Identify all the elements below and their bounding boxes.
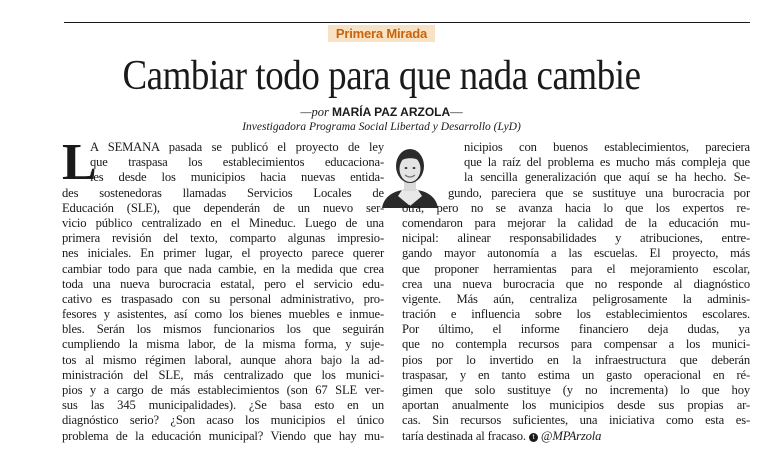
byline-prefix: —por [300,105,329,119]
text-line: aportan anualmente los municipios desde sus propias ar- [402,398,750,413]
text-line: vicio público centralizado en el Mineduc. Luego de una [62,215,384,230]
text-line: que proponer herramientas para el mejoramiento escolar, [402,261,750,276]
text-line: toda una nueva burocracia estatal, pero el servicio edu- [62,276,384,291]
text-line: bles. Serán los mismos funcionarios los que seguirán [62,322,384,337]
text-line: sus las 345 municipalidades). ¿Se basa esto en un [62,398,384,413]
text-line: gando mayor autonomía a las escuelas. El proyecto, más [402,246,750,261]
author-affiliation: Investigadora Programa Social Libertad y Desarrollo (LyD) [242,121,521,133]
text-line: que la raíz del problema es mucho más compleja que [464,155,750,170]
text-line: tración e influencia sobre los establecimientos escolares. [402,307,750,322]
text-line: gundo, pareciera que se sustituye una burocracia por [448,185,750,200]
text-line: taría destinada al fracaso. [402,428,526,443]
text-line: cas. Sin recursos suficientes, una iniciativa como esta es- [402,413,750,428]
twitter-icon: t [529,433,538,442]
byline [0,105,763,120]
section-label: Primera Mirada [0,26,763,41]
left-column [62,134,384,444]
closing-line [402,429,750,444]
text-line: crea una nueva burocracia que no responde al diagnóstico [402,276,750,291]
text-line: que traspasa los establecimientos educaciona- [90,155,384,170]
text-line: comendaron para mejorar la calidad de la educación mu- [402,215,750,230]
text-line: les desde los municipios hacia nuevas entida- [90,170,384,185]
text-line: nicipal: alinear responsabilidades y atribuciones, entre- [402,231,750,246]
top-rule [64,22,750,23]
text-line: tos al mismo régimen laboral, aunque ahora bajo la ad- [62,352,384,367]
text-line: nicipios con buenos establecimientos, pareciera [464,140,750,154]
text-line: otra, pero no se avanza hacia lo que los expertos re- [402,200,750,215]
text-line: fesores y asistentes, así como los bienes muebles e inmue- [62,307,384,322]
twitter-handle: @MPArzola [540,428,602,443]
author-name: MARÍA PAZ ARZOLA [331,105,451,119]
headline: Cambiar todo para que nada cambie [122,53,641,99]
text-line: la sencilla generalización que aquí se ha hecho. Se- [464,170,750,185]
text-line: primera revisión del texto, comparto algunas impresio- [62,231,384,246]
text-line: traspasar, y en tanto estima un gasto operacional en ré- [402,367,750,382]
text-line: diagnóstico serio? ¿Son acaso los municipios el único [62,413,384,428]
text-line: vigente. Más aún, centraliza peligrosamente la adminis- [402,291,750,306]
right-column [402,140,750,444]
text-line: Educación (SLE), que dependerán de un nuevo ser- [62,200,384,215]
drop-cap: L [62,134,97,191]
text-line: cativo es traspasado con su personal administrativo, pro- [62,291,384,306]
text-line: des sostenedoras llamadas Servicios Locales de [62,185,384,200]
text-line: cumpliendo la misma labor, de la misma forma, y suje- [62,337,384,352]
text-line: cambiar todo para que nada cambie, en la medida que crea [62,261,384,276]
text-line: ministración del SLE, más centralizado que los munici- [62,367,384,382]
byline-suffix: — [450,105,463,119]
text-line: gimen que solo sustituye (y no incrementa) lo que hoy [402,383,750,397]
text-line: problema de la educación municipal? Viendo que hay mu- [62,428,384,443]
text-line: que no contempla recursos para compensar a los munici- [402,337,750,352]
text-line: pios por lo invertido en la infraestructura que deberán [402,352,750,367]
text-line: nes iniciales. En primer lugar, el proyecto parece querer [62,246,384,261]
text-line: Por último, el informe financiero deja dudas, ya [402,322,750,337]
text-line: pios y a cargo de más establecimientos (son 67 SLE ver- [62,383,384,397]
text-line: A SEMANA pasada se publicó el proyecto de ley [90,140,384,154]
